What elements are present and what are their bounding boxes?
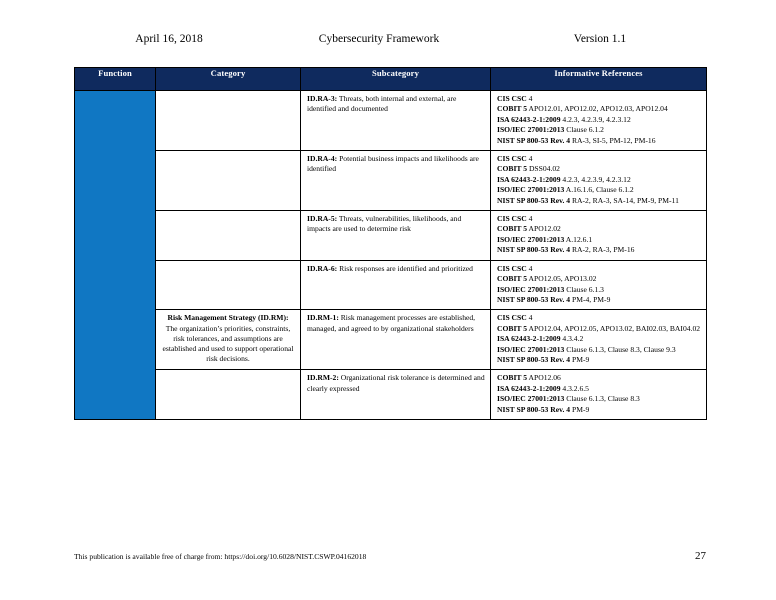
function-cell-identify	[75, 91, 156, 420]
reference-entry	[497, 384, 702, 394]
informative-references-cell	[491, 370, 707, 420]
informative-references-cell	[491, 260, 707, 310]
reference-entry	[497, 94, 702, 104]
subcategory-text: Risk responses are identified and prioritized	[337, 263, 473, 273]
reference-source: ISA 62443-2-1:2009	[497, 334, 561, 344]
reference-entry	[497, 125, 702, 135]
reference-entry	[497, 355, 702, 365]
subcategory-cell	[301, 370, 491, 420]
reference-detail: DSS04.02	[527, 164, 560, 174]
subcategory-id: ID.RA-6:	[307, 263, 338, 273]
table-row	[75, 91, 707, 151]
subcategory-cell	[301, 260, 491, 310]
table-row	[75, 310, 707, 370]
reference-entry	[497, 334, 702, 344]
table-header-row	[75, 68, 707, 91]
reference-source: ISO/IEC 27001:2013	[497, 394, 565, 404]
reference-detail: APO12.01, APO12.02, APO12.03, APO12.04	[527, 104, 668, 114]
subcategory-cell	[301, 310, 491, 370]
framework-core-table	[74, 67, 707, 420]
reference-entry	[497, 324, 702, 334]
reference-source: ISO/IEC 27001:2013	[497, 234, 565, 244]
reference-entry	[497, 164, 702, 174]
reference-detail: 4.2.3, 4.2.3.9, 4.2.3.12	[560, 174, 631, 184]
reference-detail: 4.2.3, 4.2.3.9, 4.2.3.12	[560, 114, 631, 124]
reference-source: COBIT 5	[497, 104, 528, 114]
subcategory-text: Organizational risk tolerance is determined and clearly expressed	[307, 373, 485, 393]
subcategory-text: Risk management processes are established, managed, and agreed to by organizational stakeholders	[307, 313, 476, 333]
reference-entry	[497, 295, 702, 305]
reference-source: CIS CSC	[497, 313, 527, 323]
reference-entry	[497, 136, 702, 146]
footer-page-number: 27	[695, 550, 706, 562]
header-date: April 16, 2018	[135, 33, 203, 45]
reference-detail: PM-9	[570, 404, 590, 414]
reference-source: ISA 62443-2-1:2009	[497, 174, 561, 184]
column-header-function: Function	[75, 68, 156, 91]
reference-source: CIS CSC	[497, 94, 527, 103]
reference-entry	[497, 175, 702, 185]
table-row	[75, 260, 707, 310]
category-description: The organization’s priorities, constraints, risk tolerances, and assumptions are established and used to support operational risk decisions.	[162, 323, 294, 364]
reference-entry	[497, 274, 702, 284]
reference-source: NIST SP 800-53 Rev. 4	[497, 294, 571, 304]
informative-references-cell	[491, 310, 707, 370]
reference-entry	[497, 235, 702, 245]
reference-source: COBIT 5	[497, 164, 528, 174]
reference-source: NIST SP 800-53 Rev. 4	[497, 404, 571, 414]
category-cell-empty	[156, 260, 301, 310]
reference-source: ISO/IEC 27001:2013	[497, 284, 565, 294]
category-cell-empty	[156, 211, 301, 261]
subcategory-cell	[301, 91, 491, 151]
reference-detail: APO12.06	[527, 373, 561, 383]
reference-detail: 4	[526, 313, 533, 323]
reference-detail: APO12.05, APO13.02	[527, 274, 597, 284]
reference-source: ISO/IEC 27001:2013	[497, 185, 565, 195]
reference-source: ISA 62443-2-1:2009	[497, 114, 561, 124]
reference-entry	[497, 104, 702, 114]
table-row	[75, 151, 707, 211]
reference-entry	[497, 345, 702, 355]
reference-detail: 4	[526, 94, 533, 103]
subcategory-text: Threats, both internal and external, are identified and documented	[307, 94, 457, 114]
reference-detail: A.16.1.6, Clause 6.1.2	[564, 185, 634, 195]
reference-detail: APO12.04, APO12.05, APO13.02, BAI02.03, BAI04.02	[527, 323, 701, 333]
subcategory-id: ID.RM-1:	[307, 313, 339, 323]
reference-source: NIST SP 800-53 Rev. 4	[497, 135, 571, 145]
subcategory-cell	[301, 151, 491, 211]
reference-source: NIST SP 800-53 Rev. 4	[497, 354, 571, 364]
reference-entry	[497, 224, 702, 234]
reference-entry	[497, 245, 702, 255]
reference-entry	[497, 373, 702, 383]
reference-source: CIS CSC	[497, 214, 527, 224]
reference-entry	[497, 214, 702, 224]
reference-detail: Clause 6.1.3, Clause 8.3, Clause 9.3	[564, 344, 676, 354]
informative-references-cell	[491, 151, 707, 211]
subcategory-text: Threats, vulnerabilities, likelihoods, and impacts are used to determine risk	[307, 214, 462, 234]
reference-detail: Clause 6.1.2	[564, 125, 604, 135]
reference-entry	[497, 115, 702, 125]
reference-detail: RA-2, RA-3, SA-14, PM-9, PM-11	[570, 195, 679, 205]
reference-detail: RA-3, SI-5, PM-12, PM-16	[570, 135, 656, 145]
subcategory-id: ID.RA-5:	[307, 214, 338, 224]
reference-detail: A.12.6.1	[564, 234, 593, 244]
reference-entry	[497, 313, 702, 323]
subcategory-id: ID.RA-4:	[307, 154, 338, 164]
reference-source: COBIT 5	[497, 224, 528, 234]
reference-entry	[497, 185, 702, 195]
reference-detail: RA-2, RA-3, PM-16	[570, 245, 635, 255]
informative-references-cell	[491, 91, 707, 151]
table-row	[75, 211, 707, 261]
page-running-head	[74, 32, 706, 46]
header-version: Version 1.1	[573, 33, 627, 45]
reference-source: COBIT 5	[497, 274, 528, 284]
category-cell-empty	[156, 370, 301, 420]
category-cell-empty	[156, 151, 301, 211]
reference-source: COBIT 5	[497, 323, 528, 333]
category-cell-empty	[156, 91, 301, 151]
reference-detail: PM-9	[570, 354, 590, 364]
subcategory-cell	[301, 211, 491, 261]
reference-detail: 4	[526, 263, 533, 273]
subcategory-id: ID.RM-2:	[307, 373, 339, 383]
reference-source: ISO/IEC 27001:2013	[497, 125, 565, 135]
page-footer	[74, 551, 706, 562]
category-cell	[156, 310, 301, 370]
column-header-references: Informative References	[491, 68, 707, 91]
table-row	[75, 370, 707, 420]
reference-source: CIS CSC	[497, 263, 527, 273]
reference-source: CIS CSC	[497, 154, 527, 164]
reference-entry	[497, 154, 702, 164]
reference-detail: 4.3.4.2	[560, 334, 584, 344]
reference-detail: 4	[526, 154, 533, 164]
footer-publication-note: This publication is available free of charge from: https://doi.org/10.6028/NIST.CSWP.04162018	[74, 552, 367, 561]
header-title: Cybersecurity Framework	[318, 33, 440, 45]
reference-source: COBIT 5	[497, 373, 528, 383]
column-header-subcategory: Subcategory	[301, 68, 491, 91]
reference-source: ISA 62443-2-1:2009	[497, 383, 561, 393]
table-body	[75, 91, 707, 420]
reference-detail: PM-4, PM-9	[570, 294, 611, 304]
reference-detail: APO12.02	[527, 224, 561, 234]
reference-entry	[497, 394, 702, 404]
category-title: Risk Management Strategy (ID.RM):	[167, 313, 289, 323]
reference-detail: 4	[526, 214, 533, 224]
subcategory-id: ID.RA-3:	[307, 94, 338, 103]
reference-detail: Clause 6.1.3	[564, 284, 604, 294]
reference-entry	[497, 196, 702, 206]
subcategory-text: Potential business impacts and likelihoods are identified	[307, 154, 479, 174]
reference-detail: 4.3.2.6.5	[560, 383, 589, 393]
reference-entry	[497, 285, 702, 295]
reference-detail: Clause 6.1.3, Clause 8.3	[564, 394, 640, 404]
reference-source: NIST SP 800-53 Rev. 4	[497, 195, 571, 205]
reference-entry	[497, 264, 702, 274]
reference-source: NIST SP 800-53 Rev. 4	[497, 245, 571, 255]
reference-entry	[497, 405, 702, 415]
column-header-category: Category	[156, 68, 301, 91]
informative-references-cell	[491, 211, 707, 261]
reference-source: ISO/IEC 27001:2013	[497, 344, 565, 354]
